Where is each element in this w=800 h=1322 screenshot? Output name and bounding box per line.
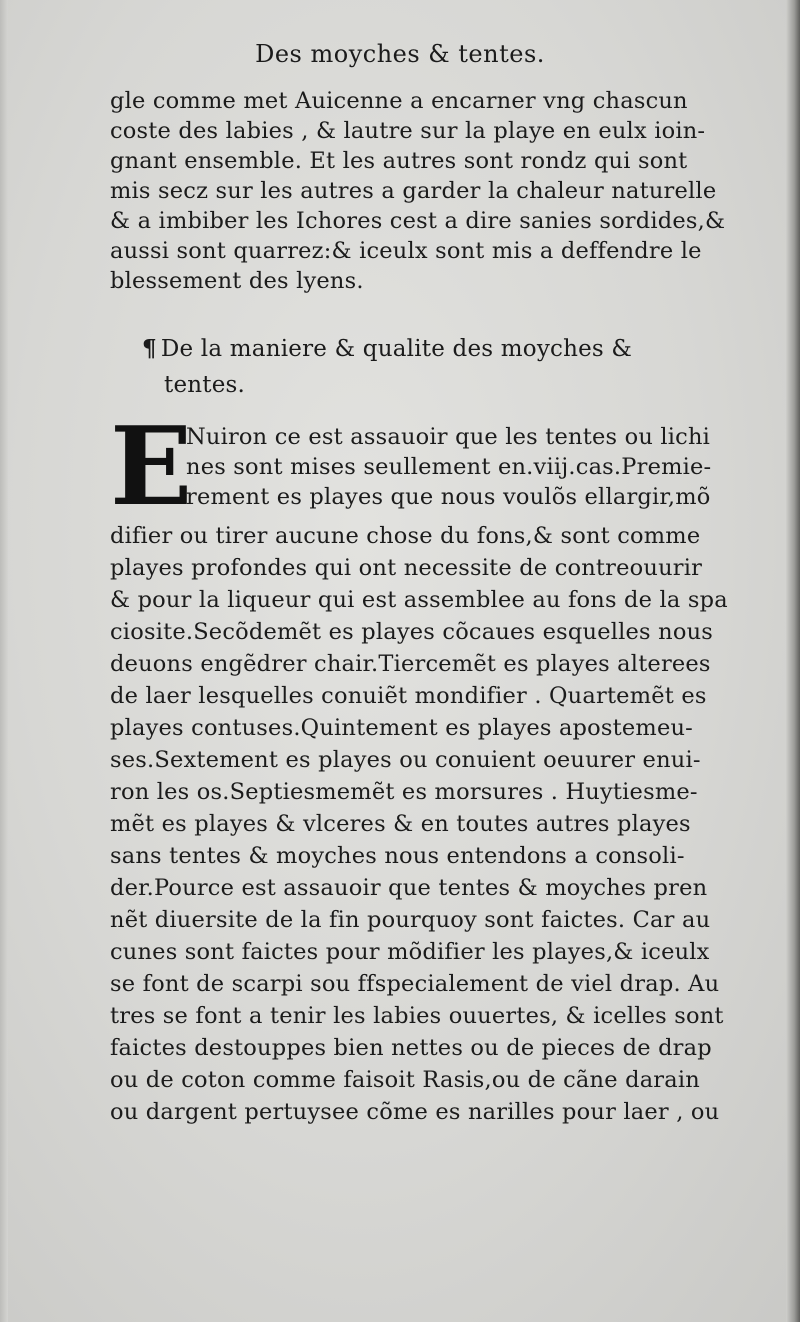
text-line: cunes sont faictes pour mõdifier les playes,& iceulx	[110, 939, 710, 965]
text-line: Nuiron ce est assauoir que les tentes ou lichi	[186, 424, 711, 450]
text-line: faictes destouppes bien nettes ou de pieces de drap	[110, 1035, 712, 1061]
text-line: rement es playes que nous voulõs ellargir,mõ	[186, 484, 711, 510]
text-line: gnant ensemble. Et les autres sont rondz qui sont	[110, 148, 688, 174]
text-line: mis secz sur les autres a garder la chaleur naturelle	[110, 178, 717, 204]
page-left-edge	[0, 0, 8, 1322]
page-right-edge	[786, 0, 800, 1322]
text-line: ses.Sextement es playes ou conuient oeuurer enui-	[110, 747, 701, 773]
text-line: blessement des lyens.	[110, 268, 364, 294]
text-line: der.Pource est assauoir que tentes & moyches pren	[110, 875, 708, 901]
text-line: se font de scarpi sou ffspecialement de viel drap. Au	[110, 971, 720, 997]
heading-line-1	[142, 334, 632, 364]
text-line: de laer lesquelles conuiẽt mondifier . Quartemẽt es	[110, 683, 707, 709]
text-line: & a imbiber les Ichores cest a dire sanies sordides,&	[110, 208, 726, 234]
text-line: nẽt diuersite de la fin pourquoy sont faictes. Car au	[110, 907, 711, 933]
text-line: gle comme met Auicenne a encarner vng chascun	[110, 88, 688, 114]
text-line: difier ou tirer aucune chose du fons,& sont comme	[110, 523, 701, 549]
text-line: tres se font a tenir les labies ouuertes, & icelles sont	[110, 1003, 724, 1029]
drop-cap-letter: E	[110, 404, 193, 530]
text-line: coste des labies , & lautre sur la playe en eulx ioin-	[110, 118, 706, 144]
text-line: & pour la liqueur qui est assemblee au fons de la spa	[110, 587, 728, 613]
text-line: sans tentes & moyches nous entendons a consoli-	[110, 843, 685, 869]
heading-text: De la maniere & qualite des moyches &	[160, 336, 633, 362]
text-line: playes profondes qui ont necessite de contreouurir	[110, 555, 703, 581]
text-line: nes sont mises seullement en.viij.cas.Premie-	[186, 454, 712, 480]
text-line: ou de coton comme faisoit Rasis,ou de cãne darain	[110, 1067, 700, 1093]
text-line: playes contuses.Quintement es playes apostemeu-	[110, 715, 693, 741]
text-line: ciosite.Secõdemẽt es playes cõcaues esquelles nous	[110, 619, 714, 645]
text-line: mẽt es playes & vlceres & en toutes autres playes	[110, 811, 691, 837]
heading-line-2: tentes.	[164, 372, 246, 398]
pilcrow-icon: ¶	[142, 335, 157, 362]
running-header: Des moyches & tentes.	[255, 40, 545, 68]
text-line: ron les os.Septiesmemẽt es morsures . Huytiesme-	[110, 779, 698, 805]
text-line: aussi sont quarrez:& iceulx sont mis a deffendre le	[110, 238, 702, 264]
text-line: deuons engẽdrer chair.Tiercemẽt es playes alterees	[110, 651, 711, 677]
text-line: ou dargent pertuysee cõme es narilles pour laer , ou	[110, 1099, 720, 1125]
